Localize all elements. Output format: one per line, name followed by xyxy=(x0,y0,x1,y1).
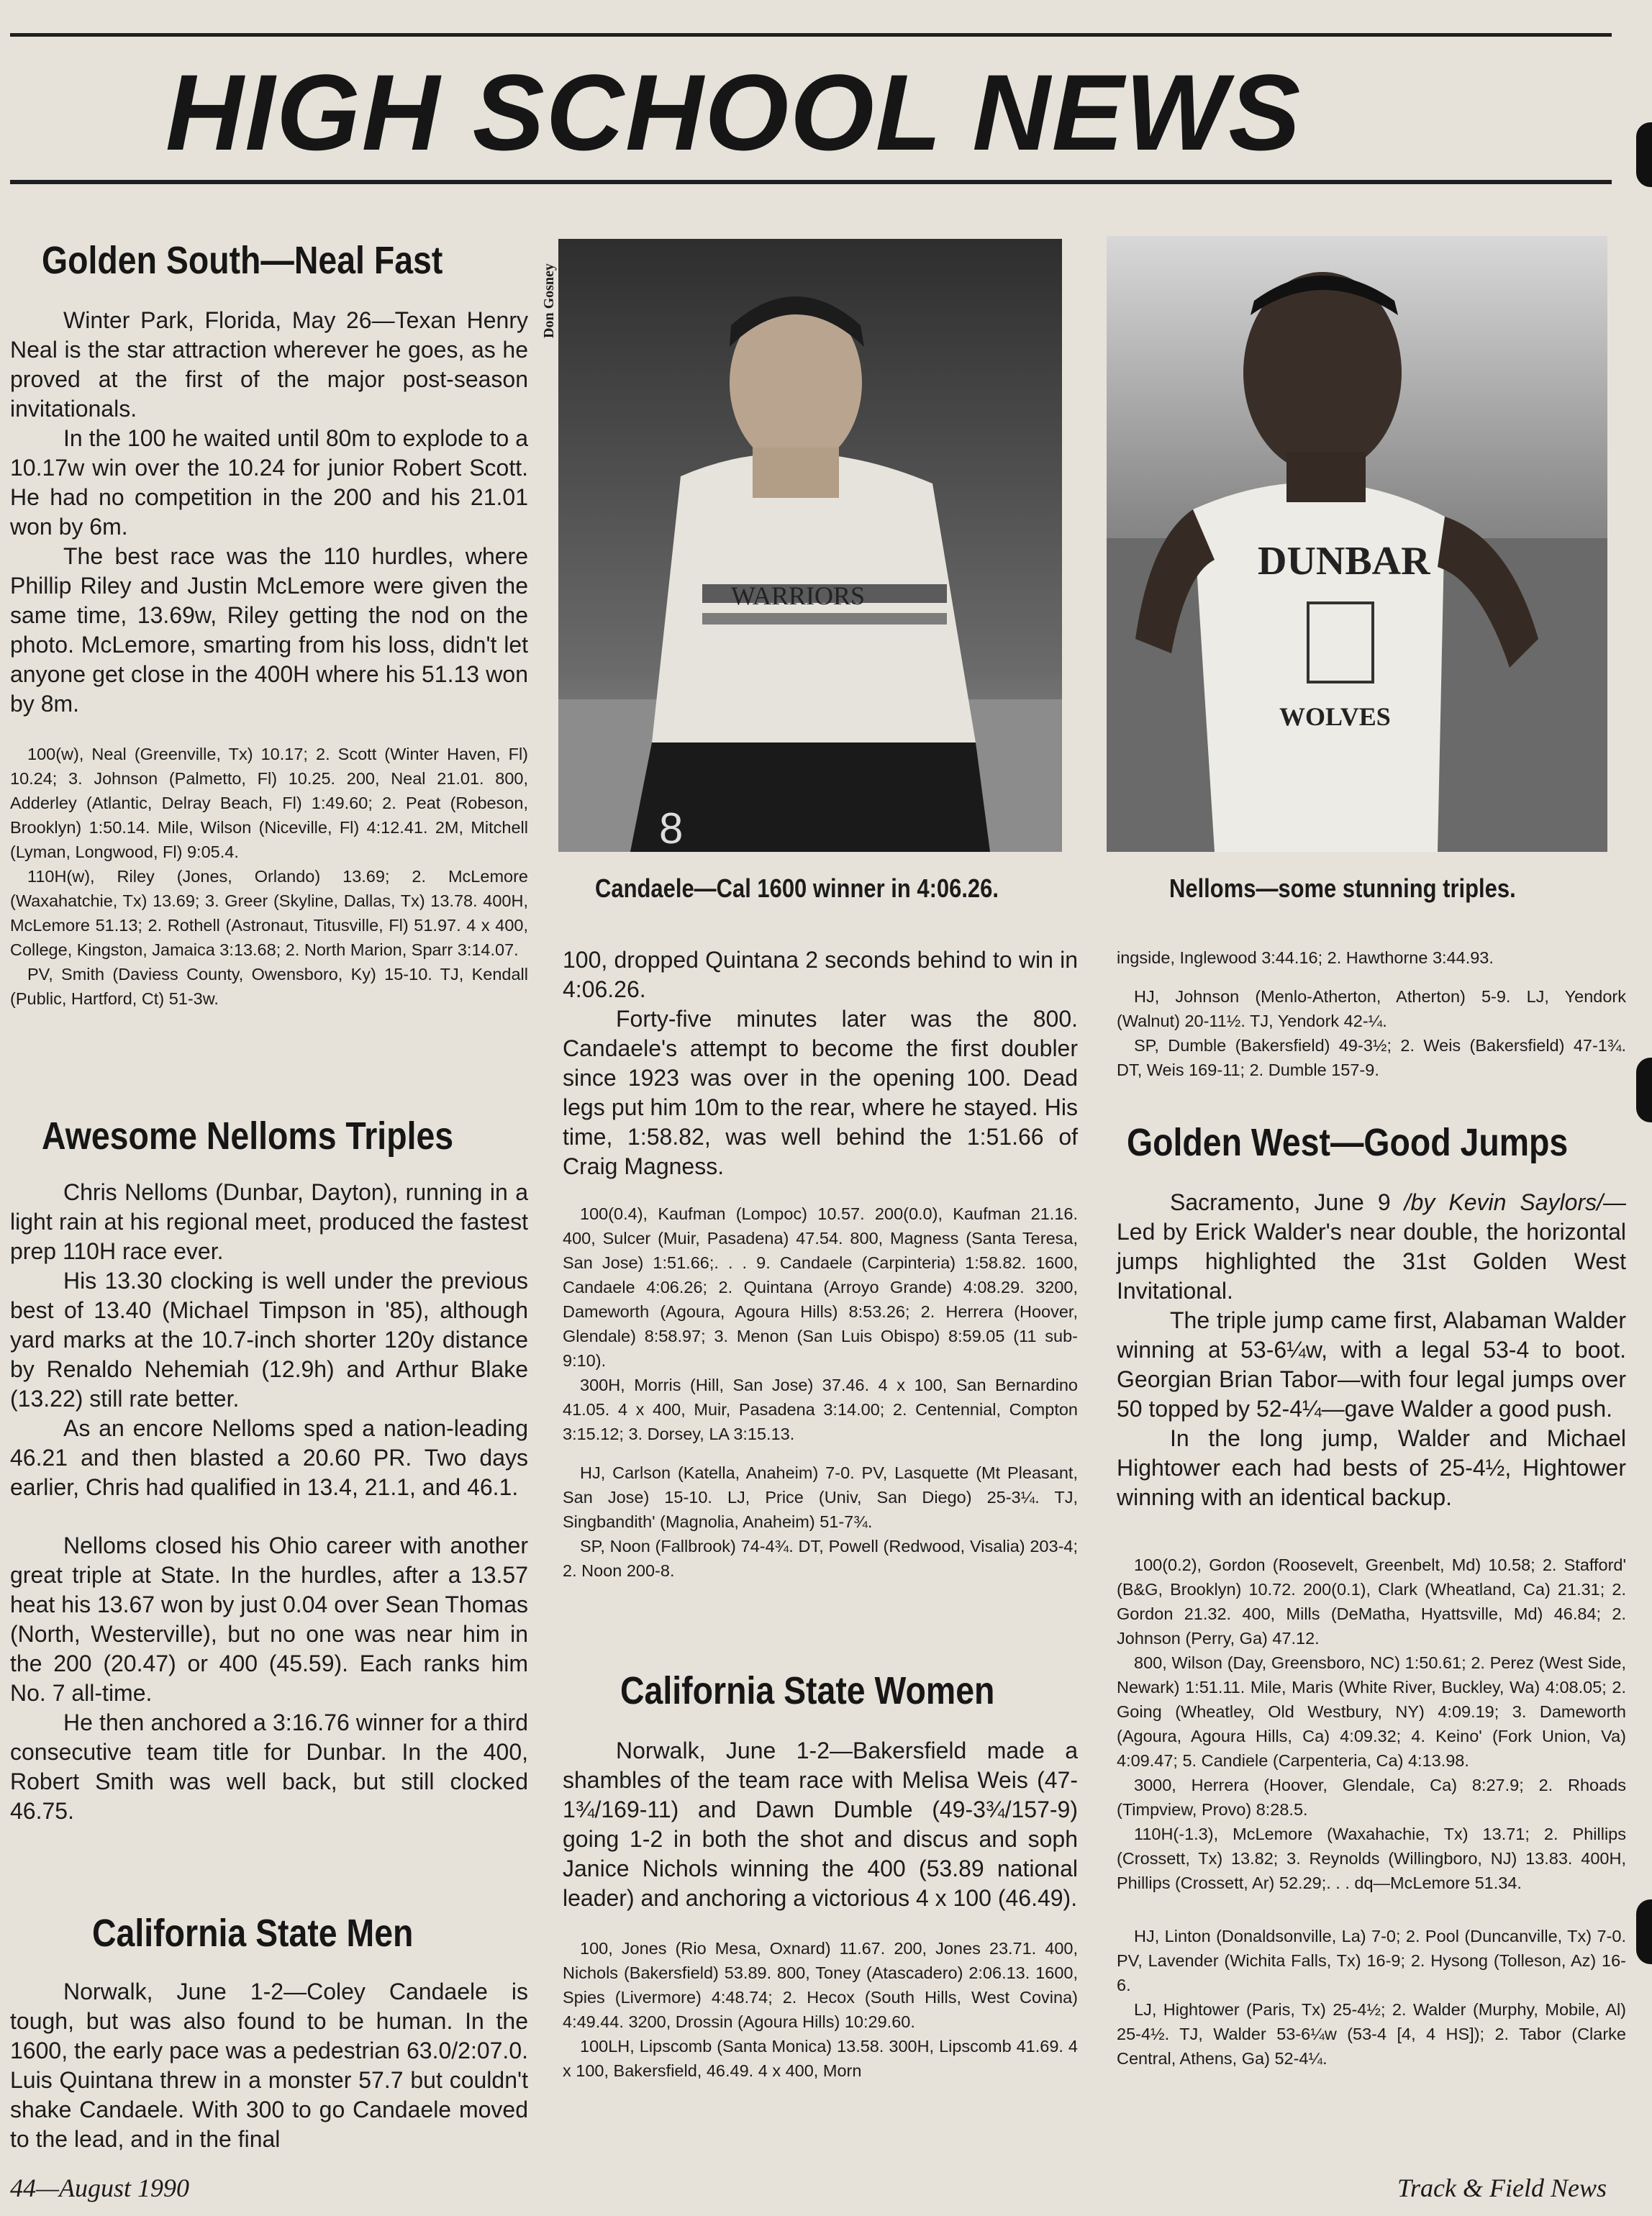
story-paragraph: In the long jump, Walder and Michael Hightower each had bests of 25-4½, Hightower winning with an identical backup. xyxy=(1117,1425,1626,1510)
cal-women-headline: California State Women xyxy=(620,1669,995,1712)
jersey-text: WARRIORS xyxy=(731,581,866,610)
page-edge-mark xyxy=(1636,1058,1652,1122)
story-paragraph: The best race was the 110 hurdles, where Phillip Riley and Justin McLemore were given the same time, 13.69w, Riley getting the nod on the photo. McLemore, smarting from his loss, didn't let anyone get close in the 400H where his 51.13 won by 8m. xyxy=(10,543,528,717)
golden-west-story xyxy=(1117,1188,1626,2071)
story-paragraph xyxy=(1117,1188,1626,1306)
results-paragraph: 100(0.4), Kaufman (Lompoc) 10.57. 200(0.0), Kaufman 21.16. 400, Sulcer (Muir, Pasadena) 47.54. 800, Magness (Santa Teresa, San Jose) 1:51.66;. . . 9. Candaele (Carpinteria) 1:58.82. 1600, Candaele 4:06.26; 2. Quintana (Arroyo Grande) 4:08.29. 3200, Dameworth (Agoura, Agoura Hills) 8:53.26; 2. Herrera (Hoover, Glendale) 8:58.97; 3. Menon (San Luis Obispo) 8:59.05 (11 sub-9:10). xyxy=(563,1204,1078,1370)
results-paragraph: LJ, Hightower (Paris, Tx) 25-4½; 2. Walder (Murphy, Mobile, Al) 25-4½. TJ, Walder 53-6¼w (53-4 [4, 4 HS]); 2. Tabor (Clarke Central, Athens, Ga) 52-4¼. xyxy=(1117,2000,1626,2068)
photo-caption-nelloms: Nelloms—some stunning triples. xyxy=(1169,873,1516,903)
photo-nelloms xyxy=(1107,236,1607,852)
page-edge-mark xyxy=(1636,122,1652,187)
page-date: 44—August 1990 xyxy=(10,2174,190,2202)
nelloms-headline: Awesome Nelloms Triples xyxy=(42,1114,454,1158)
results-paragraph: 110H(w), Riley (Jones, Orlando) 13.69; 2. McLemore (Waxahatchie, Tx) 13.69; 3. Greer (Skyline, Dallas, Tx) 13.78. 400H, McLemore 51.13; 2. Rothell (Astronaut, Titusville, Fl) 51.97. 4 x 400, College, Kingston, Jamaica 3:13.68; 2. North Marion, Sparr 3:14.07. xyxy=(10,867,528,959)
story-paragraph: Winter Park, Florida, May 26—Texan Henry Neal is the star attraction wherever he goes, as he proved at the first of the major post-season invitationals. xyxy=(10,307,528,422)
lead-text: —Led by Erick Walder's near double, the horizontal jumps highlighted the 31st Golden West Invitational. xyxy=(1117,1189,1627,1304)
results-paragraph: 300H, Morris (Hill, San Jose) 37.46. 4 x 100, San Bernardino 41.05. 4 x 400, Muir, Pasadena 3:14.00; 2. Centennial, Compton 3:15.12; 3. Dorsey, LA 3:15.13. xyxy=(563,1376,1078,1443)
results-paragraph: HJ, Johnson (Menlo-Atherton, Atherton) 5-9. LJ, Yendork (Walnut) 20-11½. TJ, Yendork 42-¼. xyxy=(1117,987,1626,1030)
golden-west-headline: Golden West—Good Jumps xyxy=(1127,1121,1569,1164)
race-bib-number: 8 xyxy=(659,804,684,852)
masthead: HIGH SCHOOL NEWS xyxy=(165,52,1302,173)
runner-photo-left xyxy=(558,239,1062,852)
results-paragraph: 100LH, Lipscomb (Santa Monica) 13.58. 300H, Lipscomb 41.69. 4 x 100, Bakersfield, 46.49. 4 x 400, Morn xyxy=(563,2037,1078,2080)
dateline: Sacramento, June 9 xyxy=(1170,1189,1391,1215)
byline: /by Kevin Saylors/ xyxy=(1404,1189,1604,1215)
nelloms-story xyxy=(10,1178,528,1826)
top-rule xyxy=(10,33,1612,37)
runner-photo-right xyxy=(1107,236,1607,852)
results-paragraph: 100(w), Neal (Greenville, Tx) 10.17; 2. Scott (Winter Haven, Fl) 10.24; 3. Johnson (Palmetto, Fl) 10.25. 200, Neal 21.01. 800, Adderley (Atlantic, Delray Beach, Fl) 1:49.60; 2. Peat (Robeson, Brooklyn) 1:50.14. Mile, Wilson (Niceville, Fl) 4:12.41. 2M, Mitchell (Lyman, Longwood, Fl) 9:05.4. xyxy=(10,745,528,861)
results-paragraph: SP, Dumble (Bakersfield) 49-3½; 2. Weis (Bakersfield) 47-1¾. DT, Weis 169-11; 2. Dumble 157-9. xyxy=(1117,1036,1626,1079)
story-paragraph: As an encore Nelloms sped a nation-leading 46.21 and then blasted a 20.60 PR. Two days earlier, Chris had qualified in 13.4, 21.1, and 46.1. xyxy=(10,1415,528,1500)
story-paragraph: Nelloms closed his Ohio career with another great triple at State. In the hurdles, after a 13.57 heat his 13.67 won by just 0.04 over Sean Thomas (North, Westerville), but no one was near him in the 200 (20.47) or 400 (45.59). Each ranks him No. 7 all-time. xyxy=(10,1532,528,1706)
page-edge-mark xyxy=(1636,1899,1652,1964)
cal-men-story-part2 xyxy=(563,945,1078,1583)
jersey-text-top: DUNBAR xyxy=(1258,539,1430,583)
story-paragraph: Forty-five minutes later was the 800. Candaele's attempt to become the first doubler since 1923 was over in the opening 100. Dead legs put him 10m to the rear, where he stayed. His time, 1:58.82, was well behind the 1:51.66 of Craig Magness. xyxy=(563,1006,1078,1179)
golden-south-story xyxy=(10,306,528,1011)
golden-south-headline: Golden South—Neal Fast xyxy=(42,239,443,282)
story-paragraph: His 13.30 clocking is well under the previous best of 13.40 (Michael Timpson in '85), although yard marks at the 10.7-inch shorter 120y distance by Renaldo Nehemiah (12.9h) and Arthur Blake (13.22) still rate better. xyxy=(10,1268,528,1412)
story-paragraph: In the 100 he waited until 80m to explode to a 10.17w win over the 10.24 for junior Robert Scott. He had no competition in the 200 and his 21.01 won by 6m. xyxy=(10,425,528,540)
story-paragraph: 100, dropped Quintana 2 seconds behind to win in 4:06.26. xyxy=(563,947,1078,1002)
results-paragraph: 100, Jones (Rio Mesa, Oxnard) 11.67. 200, Jones 23.71. 400, Nichols (Bakersfield) 53.89. 800, Toney (Atascadero) 2:06.13. 1600, Spies (Livermore) 4:48.74; 2. Hecox (South Hills, West Covina) 4:49.44. 3200, Drossin (Agoura Hills) 10:29.60. xyxy=(563,1939,1078,2031)
story-paragraph: Norwalk, June 1-2—Coley Candaele is tough, but was also found to be human. In the 1600, the early pace was a pedestrian 63.0/2:07.0. Luis Quintana threw in a monster 57.7 but couldn't shake Candaele. With 300 to go Candaele moved to the lead, and in the final xyxy=(10,1979,528,2152)
results-paragraph: 100(0.2), Gordon (Roosevelt, Greenbelt, Md) 10.58; 2. Stafford' (B&G, Brooklyn) 10.72. 200(0.1), Clark (Wheatland, Ca) 21.31; 2. Gordon 21.32. 400, Mills (DeMatha, Hyattsville, Md) 46.84; 2. Johnson (Perry, Ga) 47.12. xyxy=(1117,1556,1626,1648)
results-paragraph: SP, Noon (Fallbrook) 74-4¾. DT, Powell (Redwood, Visalia) 203-4; 2. Noon 200-8. xyxy=(563,1537,1078,1580)
story-paragraph: The triple jump came first, Alabaman Walder winning at 53-6¼w, with a legal 53-4 to boot. Georgian Brian Tabor—with four legal jumps over 50 topped by 52-4¼—gave Walder a good push. xyxy=(1117,1307,1626,1422)
cal-men-headline: California State Men xyxy=(92,1912,414,1955)
results-paragraph: 3000, Herrera (Hoover, Glendale, Ca) 8:27.9; 2. Rhoads (Timpview, Provo) 8:28.5. xyxy=(1117,1776,1626,1819)
photo-caption-candaele: Candaele—Cal 1600 winner in 4:06.26. xyxy=(595,873,999,903)
cal-women-story xyxy=(563,1736,1078,2083)
story-paragraph: He then anchored a 3:16.76 winner for a third consecutive team title for Dunbar. In the 400, Robert Smith was well back, but still clocked 46.75. xyxy=(10,1709,528,1824)
results-paragraph: 110H(-1.3), McLemore (Waxahachie, Tx) 13.71; 2. Phillips (Crossett, Tx) 13.82; 3. Reynolds (Willingboro, NJ) 13.83. 400H, Phillips (Crossett, Ar) 52.29;. . . dq—McLemore 51.34. xyxy=(1117,1825,1626,1892)
publication-name: Track & Field News xyxy=(1397,2174,1607,2202)
results-paragraph: ingside, Inglewood 3:44.16; 2. Hawthorne 3:44.93. xyxy=(1117,948,1494,967)
results-paragraph: HJ, Linton (Donaldsonville, La) 7-0; 2. Pool (Duncanville, Tx) 7-0. PV, Lavender (Wichita Falls, Tx) 16-9; 2. Hysong (Tolleson, Az) 16-6. xyxy=(1117,1927,1626,1994)
masthead-rule xyxy=(10,180,1612,184)
results-paragraph: PV, Smith (Daviess County, Owensboro, Ky) 15-10. TJ, Kendall (Public, Hartford, Ct) 51-3w. xyxy=(10,965,528,1008)
photo-credit: Don Gosney xyxy=(541,263,557,338)
cal-women-results-continued xyxy=(1117,945,1626,1082)
story-paragraph: Norwalk, June 1-2—Bakersfield made a shambles of the team race with Melisa Weis (47-1¾/169-11) and Dawn Dumble (49-3¾/157-9) going 1-2 in both the shot and discus and soph Janice Nichols winning the 400 (53.89 national leader) and anchoring a victorious 4 x 100 (46.49). xyxy=(563,1738,1078,1911)
results-paragraph: HJ, Carlson (Katella, Anaheim) 7-0. PV, Lasquette (Mt Pleasant, San Jose) 15-10. LJ, Price (Univ, San Diego) 25-3¼. TJ, Singbandith' (Magnolia, Anaheim) 51-7¾. xyxy=(563,1463,1078,1531)
results-paragraph: 800, Wilson (Day, Greensboro, NC) 1:50.61; 2. Perez (West Side, Newark) 1:51.11. Mile, Maris (White River, Buckley, Wa) 4:08.05; 2. Going (Wheatley, Old Westbury, NY) 4:09.19; 3. Dameworth (Agoura, Agoura Hills, Ca) 4:09.32; 4. Keino' (Fork Union, Va) 4:09.47; 5. Candiele (Carpenteria, Ca) 4:13.98. xyxy=(1117,1653,1626,1770)
jersey-text-bottom: WOLVES xyxy=(1279,702,1391,731)
photo-candaele xyxy=(558,239,1062,852)
cal-men-story-part1 xyxy=(10,1977,528,2154)
story-paragraph: Chris Nelloms (Dunbar, Dayton), running in a light rain at his regional meet, produced the fastest prep 110H race ever. xyxy=(10,1179,528,1264)
